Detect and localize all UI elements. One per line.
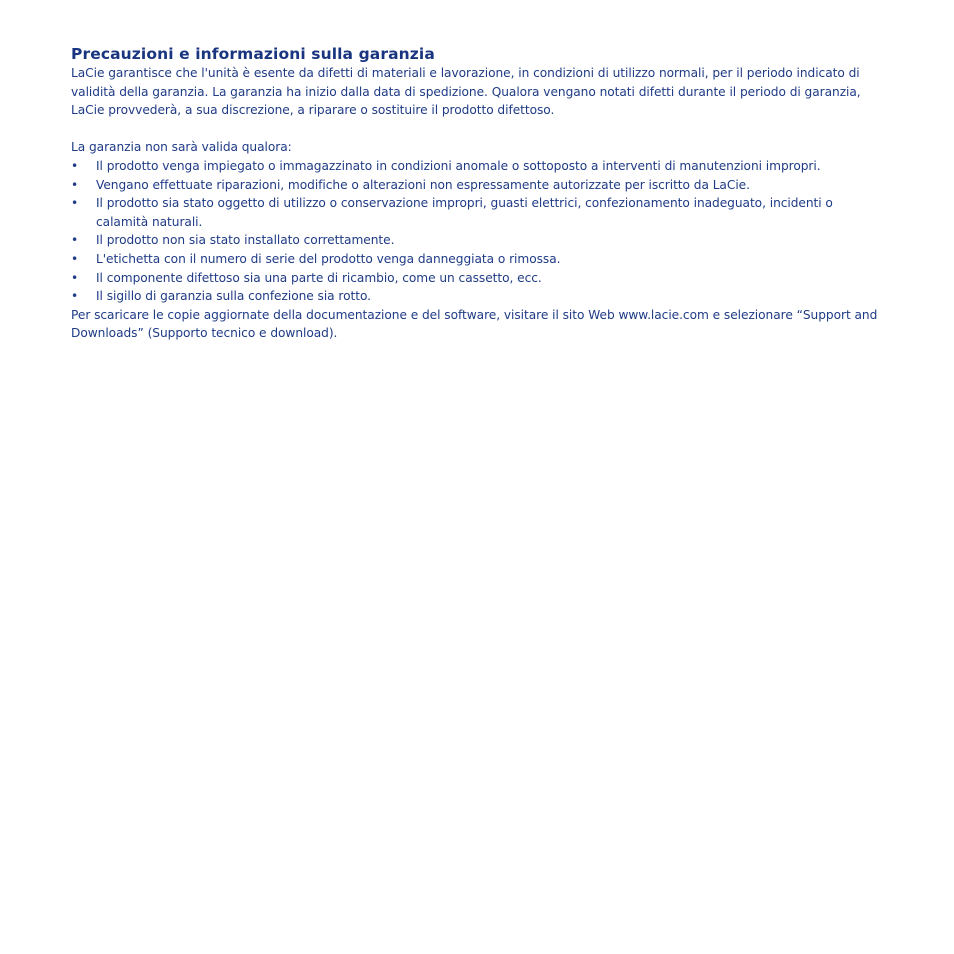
condition-text: Il sigillo di garanzia sulla confezione sia rotto. (96, 289, 371, 304)
condition-text: Il prodotto venga impiegato o immagazzinato in condizioni anomale o sottoposto a interventi di manutenzioni impropri. (96, 158, 821, 173)
bullet-icon: • (71, 233, 79, 248)
bullet-icon: • (71, 270, 79, 285)
condition-item (71, 176, 856, 195)
conditions-intro: La garanzia non sarà valida qualora: (71, 140, 292, 155)
bullet-icon: • (71, 158, 79, 173)
warranty-section (71, 44, 901, 343)
intro-paragraph: LaCie garantisce che l'unità è esente da difetti di materiali e lavorazione, in condizioni di utilizzo normali, per il periodo indicato di validità della garanzia. La garanzia ha inizio dalla data di spedizione. Qualora vengano notati difetti durante il periodo di garanzia, LaCie provvederà, a sua discrezione, a riparare o sostituire il prodotto difettoso. (71, 66, 861, 118)
closing-paragraph: Per scaricare le copie aggiornate della documentazione e del software, visitare il sito Web www.lacie.com e selezionare “Support and Downloads” (Supporto tecnico e download). (71, 307, 878, 341)
condition-item (71, 269, 856, 288)
paragraph-spacer (71, 120, 901, 139)
condition-item (71, 157, 856, 176)
conditions-list (71, 157, 901, 306)
bullet-icon: • (71, 196, 79, 211)
condition-text: Vengano effettuate riparazioni, modifiche o alterazioni non espressamente autorizzate per iscritto da LaCie. (96, 177, 750, 192)
bullet-icon: • (71, 177, 79, 192)
section-title: Precauzioni e informazioni sulla garanzia (71, 45, 435, 63)
condition-text: Il prodotto non sia stato installato correttamente. (96, 233, 395, 248)
condition-item (71, 194, 856, 231)
bullet-icon: • (71, 289, 79, 304)
condition-text: L'etichetta con il numero di serie del prodotto venga danneggiata o rimossa. (96, 251, 561, 266)
condition-item (71, 231, 856, 250)
condition-text: Il componente difettoso sia una parte di ricambio, come un cassetto, ecc. (96, 270, 542, 285)
condition-item (71, 287, 856, 306)
condition-item (71, 250, 856, 269)
bullet-icon: • (71, 251, 79, 266)
condition-text: Il prodotto sia stato oggetto di utilizzo o conservazione impropri, guasti elettrici, confezionamento inadeguato, incidenti o calamità naturali. (96, 196, 833, 229)
